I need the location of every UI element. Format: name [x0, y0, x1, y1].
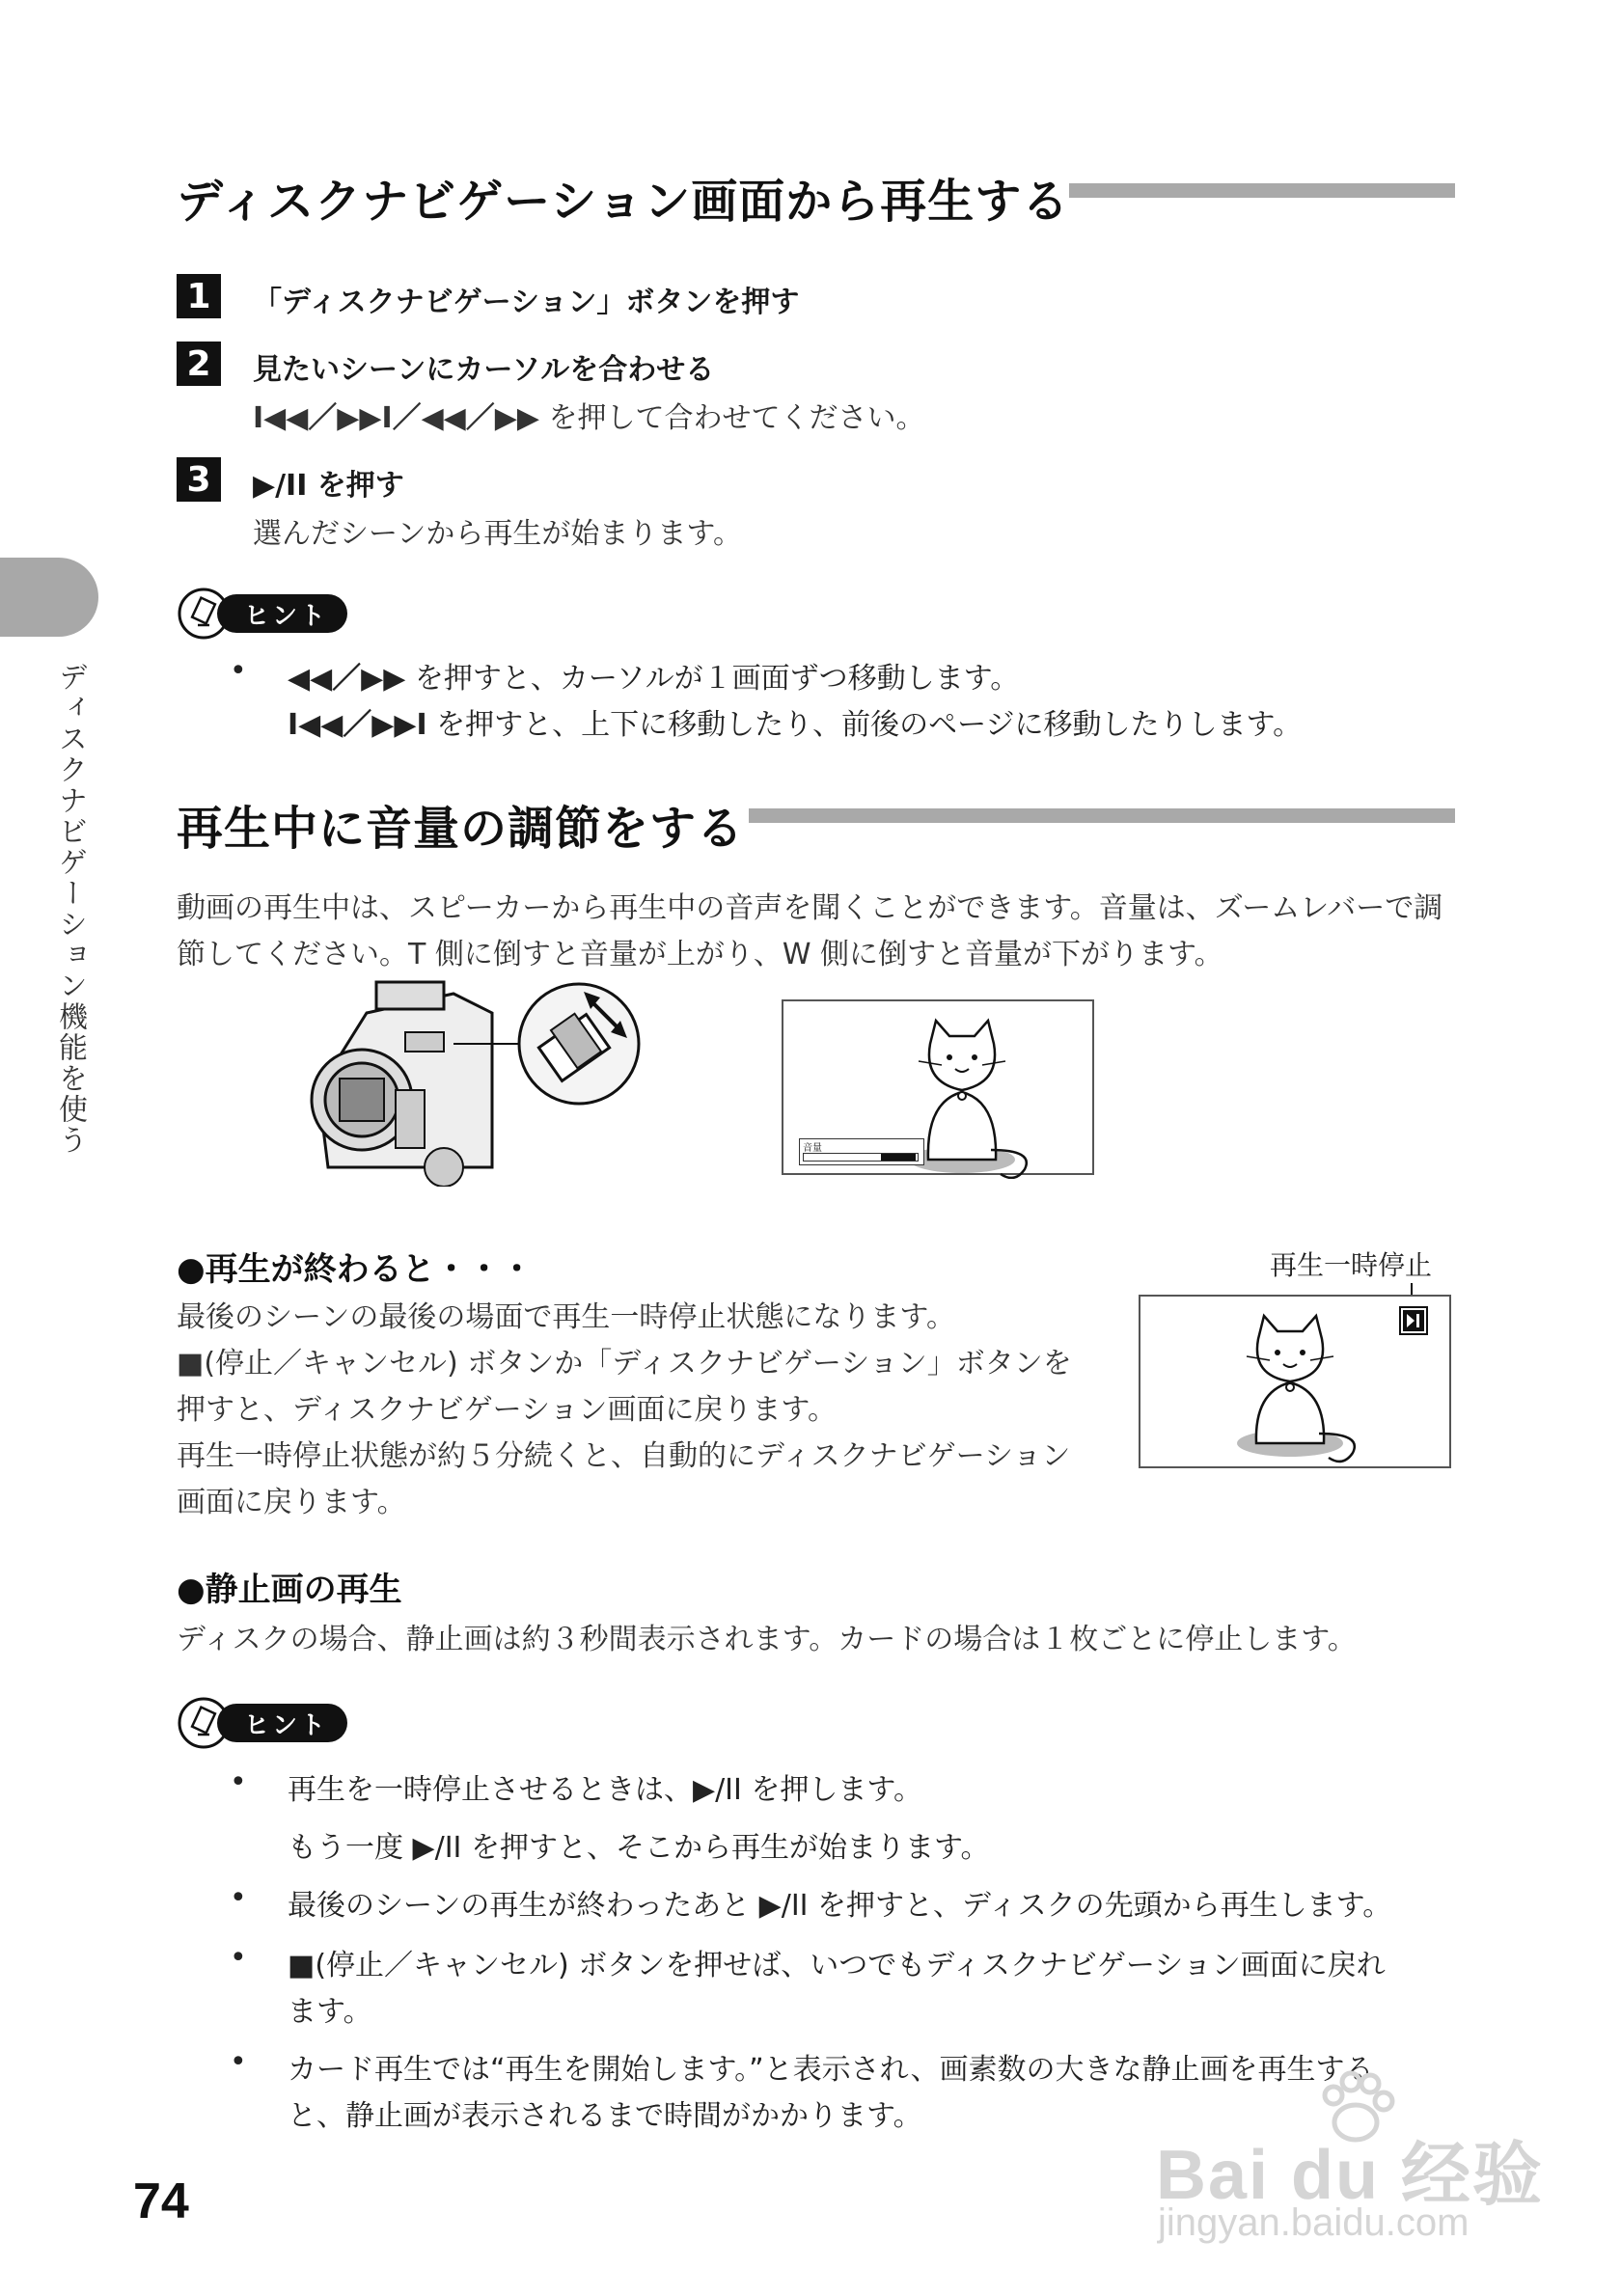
hint2-item-4-line-2: と、静止画が表示されるまで時間がかかります。: [288, 2099, 922, 2133]
still-image-text: ディスクの場合、静止画は約３秒間表示されます。カードの場合は１枚ごとに停止します。: [177, 1623, 1357, 1656]
hint-label-1: ヒント: [217, 594, 347, 633]
skip-search-icons: I◀◀／▶▶I／◀◀／▶▶: [253, 401, 539, 435]
step-2-body: [253, 394, 924, 436]
hint2-bullet-4: •: [230, 2045, 247, 2079]
playback-screen-paused: [1139, 1295, 1451, 1468]
playback-screen-volume: [782, 999, 1094, 1175]
baidu-watermark-brand: Bai du 经验: [1156, 2137, 1545, 2214]
step-2-body-text: を押して合わせてください。: [548, 401, 925, 435]
cat-illustration: [909, 1015, 1044, 1179]
chapter-tab: [0, 558, 98, 637]
end-playback-line-3: 押すと、ディスクナビゲーション画面に戻ります。: [177, 1393, 837, 1427]
section1-title-bar: [1069, 183, 1455, 198]
hint2-item-2-line-1: 最後のシーンの再生が終わったあと ▶/II を押すと、ディスクの先頭から再生します。: [288, 1889, 1392, 1923]
volume-bar: [803, 1153, 919, 1162]
chapter-tab-label: ディスクナビゲーション機能を使う: [53, 662, 87, 1156]
end-playback-heading: ●再生が終わると・・・: [177, 1250, 534, 1289]
volume-indicator: [799, 1138, 924, 1165]
section2-title-bar: [749, 808, 1455, 823]
volume-label: 音量: [803, 1143, 822, 1154]
step-3-title: ▶/II を押す: [253, 469, 404, 503]
volume-bar-fill: [881, 1154, 916, 1161]
skip-icons: I◀◀／▶▶I: [288, 708, 427, 742]
step-1-number: 1: [177, 274, 221, 318]
hint1-item-2: I◀◀／▶▶I を押すと、上下に移動したり、前後のページに移動したりします。: [288, 708, 1303, 742]
page-number: 74: [133, 2173, 189, 2229]
end-playback-line-1: 最後のシーンの最後の場面で再生一時停止状態になります。: [177, 1300, 955, 1334]
step-3-number: 3: [177, 457, 221, 502]
end-playback-line-5: 画面に戻ります。: [177, 1486, 406, 1519]
hint2-bullet-3: •: [230, 1941, 247, 1975]
cat-illustration-paused: [1237, 1310, 1372, 1474]
hint-label-2: ヒント: [217, 1704, 347, 1742]
hint1-item-1: ◀◀／▶▶ を押すと、カーソルが１画面ずつ移動します。: [288, 662, 1020, 696]
baidu-watermark-url: jingyan.baidu.com: [1158, 2201, 1470, 2244]
camcorder-zoom-lever-illustration: [309, 974, 656, 1187]
hint2-item-1-line-1: 再生を一時停止させるときは、▶/II を押します。: [288, 1773, 923, 1807]
pause-status-icon: [1399, 1306, 1428, 1335]
section2-title: 再生中に音量の調節をする: [177, 802, 745, 856]
end-playback-line-4: 再生一時停止状態が約５分続くと、自動的にディスクナビゲーション: [177, 1439, 1071, 1473]
section2-intro-line-1: 動画の再生中は、スピーカーから再生中の音声を聞くことができます。音量は、ズームレバーで調: [177, 891, 1443, 925]
hint2-item-4-line-1: カード再生では“再生を開始します。”と表示され、画素数の大きな静止画を再生する: [288, 2053, 1374, 2087]
search-icons: ◀◀／▶▶: [288, 662, 406, 696]
hint2-item-1-line-2: もう一度 ▶/II を押すと、そこから再生が始まります。: [288, 1831, 990, 1865]
step-1-title: 「ディスクナビゲーション」ボタンを押す: [253, 286, 800, 319]
still-image-heading: ●静止画の再生: [177, 1571, 402, 1609]
hint1-bullet-1: •: [230, 654, 247, 688]
hint2-bullet-1: •: [230, 1765, 247, 1799]
hint-badge-1: [177, 587, 347, 641]
pause-callout-label: 再生一時停止: [1270, 1249, 1433, 1281]
hint-badge-2: [177, 1696, 347, 1750]
step-2-number: 2: [177, 342, 221, 386]
hint2-bullet-2: •: [230, 1881, 247, 1915]
section1-title: ディスクナビゲーション画面から再生する: [177, 175, 1070, 229]
section2-intro-line-2: 節してください。T 側に倒すと音量が上がり、W 側に倒すと音量が下がります。: [177, 938, 1223, 971]
step-3-body: 選んだシーンから再生が始まります。: [253, 517, 742, 551]
hint2-item-3-line-1: ■(停止／キャンセル) ボタンを押せば、いつでもディスクナビゲーション画面に戻れ: [288, 1949, 1386, 1982]
end-playback-line-2: ■(停止／キャンセル) ボタンか「ディスクナビゲーション」ボタンを: [177, 1347, 1072, 1380]
hint2-item-3-line-2: ます。: [288, 1995, 372, 2029]
step-2-title: 見たいシーンにカーソルを合わせる: [253, 353, 715, 387]
